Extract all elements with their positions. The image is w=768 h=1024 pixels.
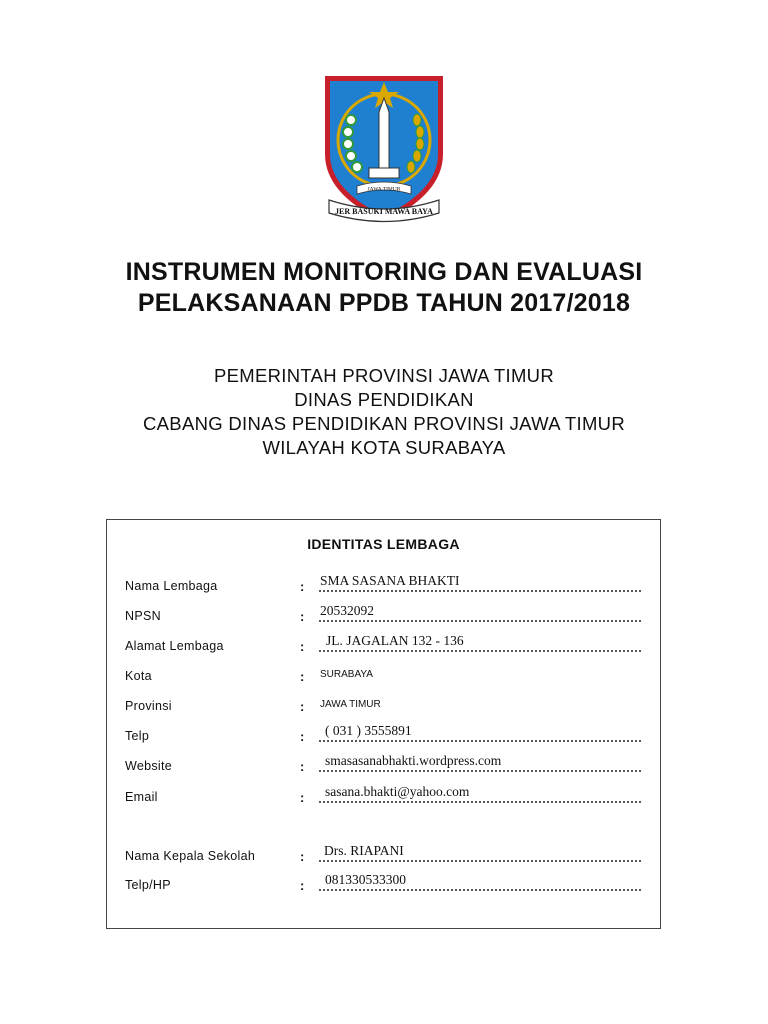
field-label: Alamat Lembaga [125,639,224,653]
field-row-provinsi [107,693,660,717]
dotted-line [319,740,641,742]
field-row-email [107,784,660,808]
field-label: Email [125,790,158,804]
field-colon: : [300,609,305,624]
field-row-nama-lembaga [107,573,660,597]
field-row-telp [107,723,660,747]
identity-form [106,519,661,929]
dotted-line [319,590,641,592]
field-colon: : [300,729,305,744]
agency-line-4: WILAYAH KOTA SURABAYA [262,437,506,458]
field-label: Nama Lembaga [125,579,218,593]
field-value[interactable]: smasasanabhakti.wordpress.com [325,753,502,768]
field-label: Kota [125,669,152,683]
dotted-line [319,620,641,622]
field-colon: : [300,790,305,805]
field-colon: : [300,699,305,714]
dotted-line [319,650,641,652]
field-value[interactable]: Drs. RIAPANI [324,843,404,858]
field-row-npsn [107,603,660,627]
field-label: Nama Kepala Sekolah [125,849,256,863]
field-colon: : [300,759,305,774]
dotted-line [319,860,641,862]
field-row-alamat-lembaga [107,633,660,657]
emblem-label-text: JAWA TIMUR [367,186,401,193]
field-row-website [107,753,660,777]
agency-line-2: DINAS PENDIDIKAN [294,389,474,410]
field-value[interactable]: sasana.bhakti@yahoo.com [325,784,470,799]
east-java-emblem [317,68,451,228]
dotted-line [319,801,641,803]
field-row-telp-hp [107,872,660,896]
field-value[interactable]: 20532092 [320,603,374,618]
field-colon: : [300,669,305,684]
field-value[interactable]: SURABAYA [320,669,373,680]
field-label: Telp/HP [125,878,171,892]
field-value[interactable]: SMA SASANA BHAKTI [320,573,460,588]
agency-line-1: PEMERINTAH PROVINSI JAWA TIMUR [214,365,554,386]
field-value[interactable]: ( 031 ) 3555891 [325,723,412,738]
field-label: Provinsi [125,699,172,713]
emblem-motto-text: JER BASUKI MAWA BAYA [335,207,433,216]
document-title-line2: PELAKSANAAN PPDB TAHUN 2017/2018 [137,289,631,317]
dotted-line [319,770,641,772]
field-label: Telp [125,729,150,743]
field-colon: : [300,849,305,864]
field-value[interactable]: JL. JAGALAN 132 - 136 [326,633,464,648]
field-row-kota [107,663,660,687]
document-title-line1: INSTRUMEN MONITORING DAN EVALUASI [125,258,643,286]
dotted-line [319,889,641,891]
identity-heading: IDENTITAS LEMBAGA [307,536,460,552]
field-colon: : [300,579,305,594]
field-colon: : [300,878,305,893]
field-row-nama-kepala-sekolah [107,843,660,867]
agency-line-3: CABANG DINAS PENDIDIKAN PROVINSI JAWA TIMUR [143,413,625,434]
field-label: NPSN [125,609,161,623]
field-value[interactable]: 081330533300 [325,872,406,887]
field-colon: : [300,639,305,654]
field-label: Website [125,759,173,773]
field-value[interactable]: JAWA TIMUR [320,699,381,710]
